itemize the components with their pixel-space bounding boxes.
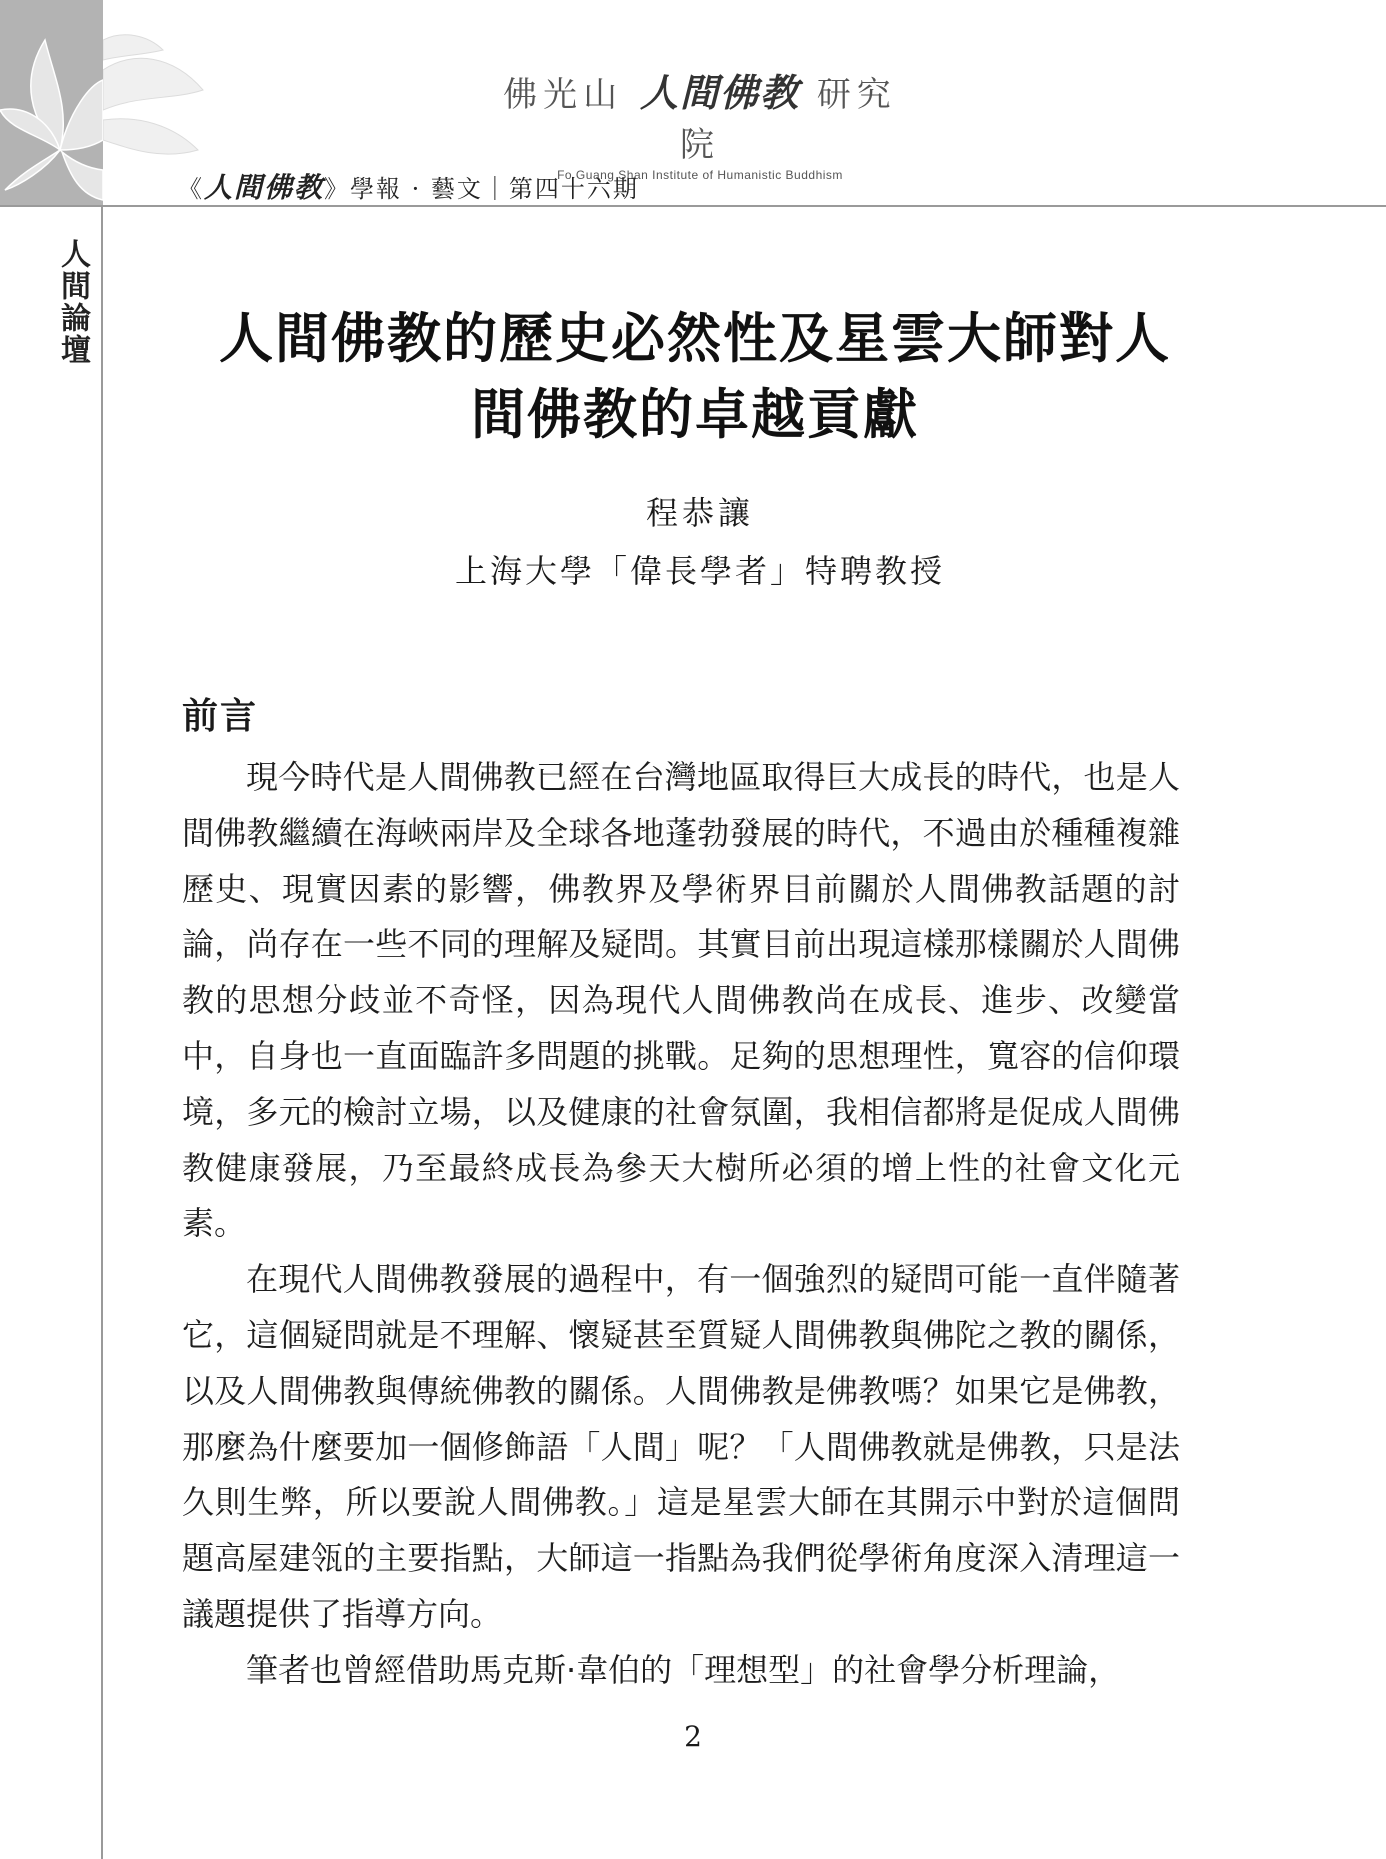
article-title-line-2: 間佛教的卓越貢獻: [471, 382, 919, 446]
journal-open-bracket: 《: [178, 175, 204, 203]
institute-name-suffix: 研究院: [680, 75, 897, 165]
author-name: 程恭讓: [645, 494, 754, 532]
institute-english-name: Fo Guang Shan Institute of Humanistic Buddhism: [557, 168, 843, 182]
journal-brand: 人間佛教: [204, 171, 325, 204]
article-title-line-1: 人間佛教的歷史必然性及星雲大師對人: [219, 306, 1171, 370]
journal-issue: 》學報 · 藝文｜第四十六期: [324, 175, 639, 203]
lotus-icon: [0, 0, 103, 207]
institute-name-brand: 人間佛教: [639, 71, 800, 115]
body-text: [182, 750, 1180, 1699]
article-title: [180, 300, 1210, 452]
corner-decoration: [0, 0, 103, 207]
paragraph: 在現代人間佛教發展的過程中，有一個強烈的疑問可能一直伴隨著它，這個疑問就是不理解、懷疑甚至質疑人間佛教與佛陀之教的關係，以及人間佛教與傳統佛教的關係。人間佛教是佛教嗎？如果它是佛教，那麼為什麼要加一個修飾語「人間」呢？「人間佛教就是佛教，只是法久則生弊，所以要說人間佛教。」這是星雲大師在其開示中對於這個問題高屋建瓴的主要指點，大師這一指點為我們從學術角度深入清理這一議題提供了指導方向。: [182, 1260, 1180, 1633]
institute-name-prefix: 佛光山: [503, 75, 624, 115]
margin-divider: [101, 207, 103, 1859]
section-side-label: 人間論壇: [55, 238, 90, 366]
institute-header: [490, 62, 910, 182]
paragraph: 筆者也曾經借助馬克斯·韋伯的「理想型」的社會學分析理論，: [246, 1650, 1121, 1689]
section-heading: 前言: [182, 695, 259, 737]
author-affiliation: 上海大學「偉長學者」特聘教授: [454, 552, 945, 590]
page-number: 2: [684, 1720, 702, 1753]
institute-name: [490, 62, 910, 166]
paragraph: 現今時代是人間佛教已經在台灣地區取得巨大成長的時代，也是人間佛教繼續在海峽兩岸及全球各地蓬勃發展的時代，不過由於種種複雜歷史、現實因素的影響，佛教界及學術界目前關於人間佛教話題的討論，尚存在一些不同的理解及疑問。其實目前出現這樣那樣關於人間佛教的思想分歧並不奇怪，因為現代人間佛教尚在成長、進步、改變當中，自身也一直面臨許多問題的挑戰。足夠的思想理性，寬容的信仰環境，多元的檢討立場，以及健康的社會氛圍，我相信都將是促成人間佛教健康發展，乃至最終成長為參天大樹所必須的增上性的社會文化元素。: [182, 758, 1180, 1243]
journal-running-header: [178, 166, 639, 206]
